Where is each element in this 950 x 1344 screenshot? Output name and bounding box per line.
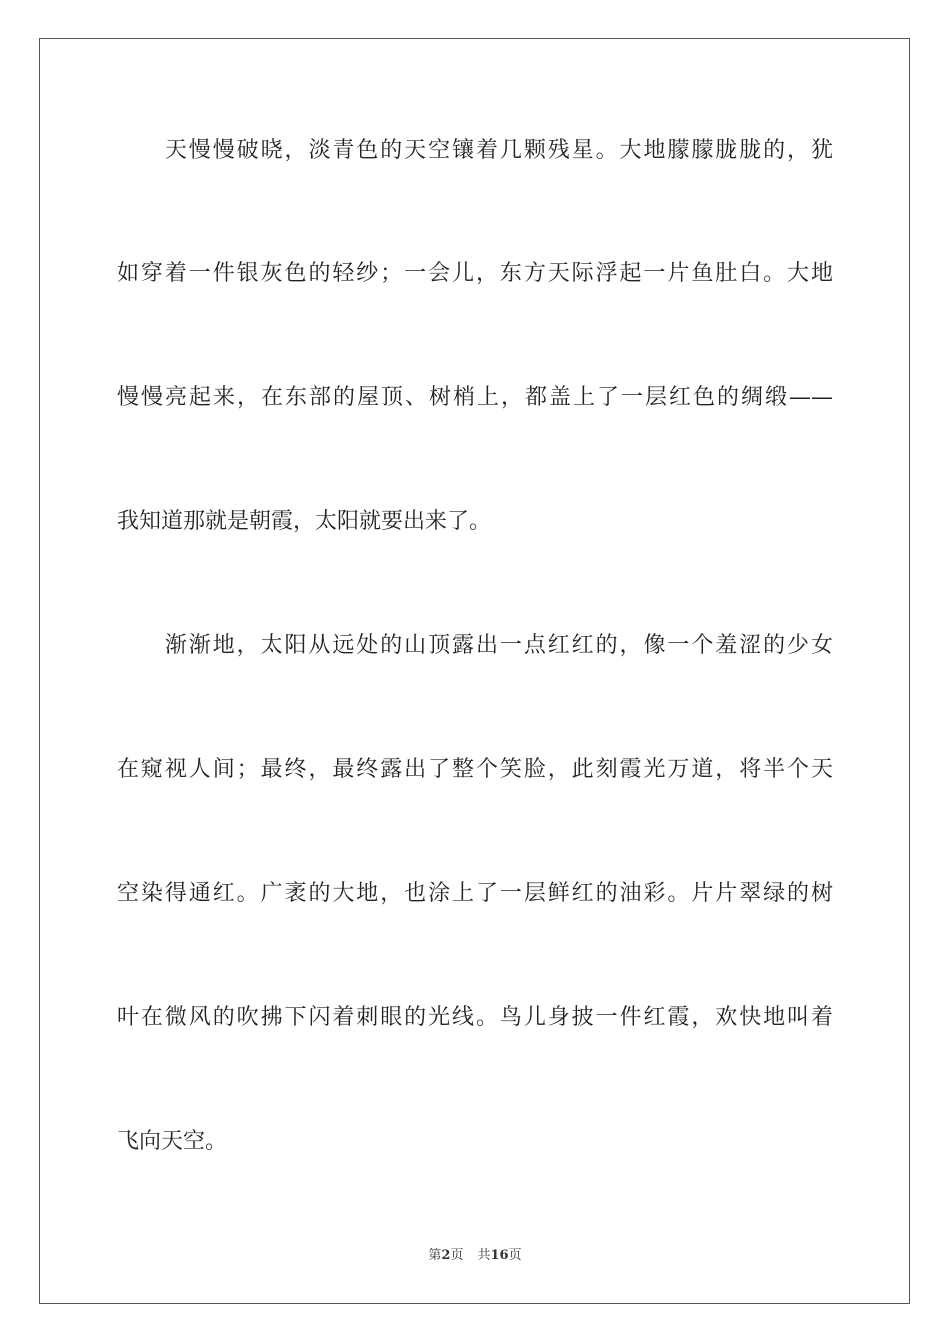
paragraph-2-line-4: 叶在微风的吹拂下闪着刺眼的光线。鸟儿身披一件红霞，欢快地叫着: [117, 1005, 833, 1030]
paragraph-1-line-2: 如穿着一件银灰色的轻纱；一会儿，东方天际浮起一片鱼肚白。大地: [117, 261, 833, 286]
paragraph-2-line-3: 空染得通红。广袤的大地，也涂上了一层鲜红的油彩。片片翠绿的树: [117, 881, 833, 906]
page-border: [39, 38, 910, 1304]
paragraph-1-line-4: 我知道那就是朝霞，太阳就要出来了。: [117, 509, 492, 534]
page-suffix: 页: [450, 1248, 464, 1263]
total-suffix: 页: [508, 1248, 522, 1263]
total-prefix: 共: [477, 1248, 491, 1263]
paragraph-1-line-1: 天慢慢破晓，淡青色的天空镶着几颗残星。大地朦朦胧胧的，犹: [117, 138, 833, 163]
page-footer: [0, 1248, 950, 1264]
total-page-count: 16: [490, 1248, 509, 1263]
paragraph-2-line-1: 渐渐地，太阳从远处的山顶露出一点红红的，像一个羞涩的少女: [117, 633, 833, 658]
paragraph-2-line-2: 在窥视人间；最终，最终露出了整个笑脸，此刻霞光万道，将半个天: [117, 757, 833, 782]
current-page-number: 2: [441, 1248, 451, 1263]
paragraph-2-line-5: 飞向天空。: [117, 1129, 228, 1154]
page-prefix: 第: [428, 1248, 442, 1263]
paragraph-1-line-3: 慢慢亮起来，在东部的屋顶、树梢上，都盖上了一层红色的绸缎——: [117, 385, 833, 410]
